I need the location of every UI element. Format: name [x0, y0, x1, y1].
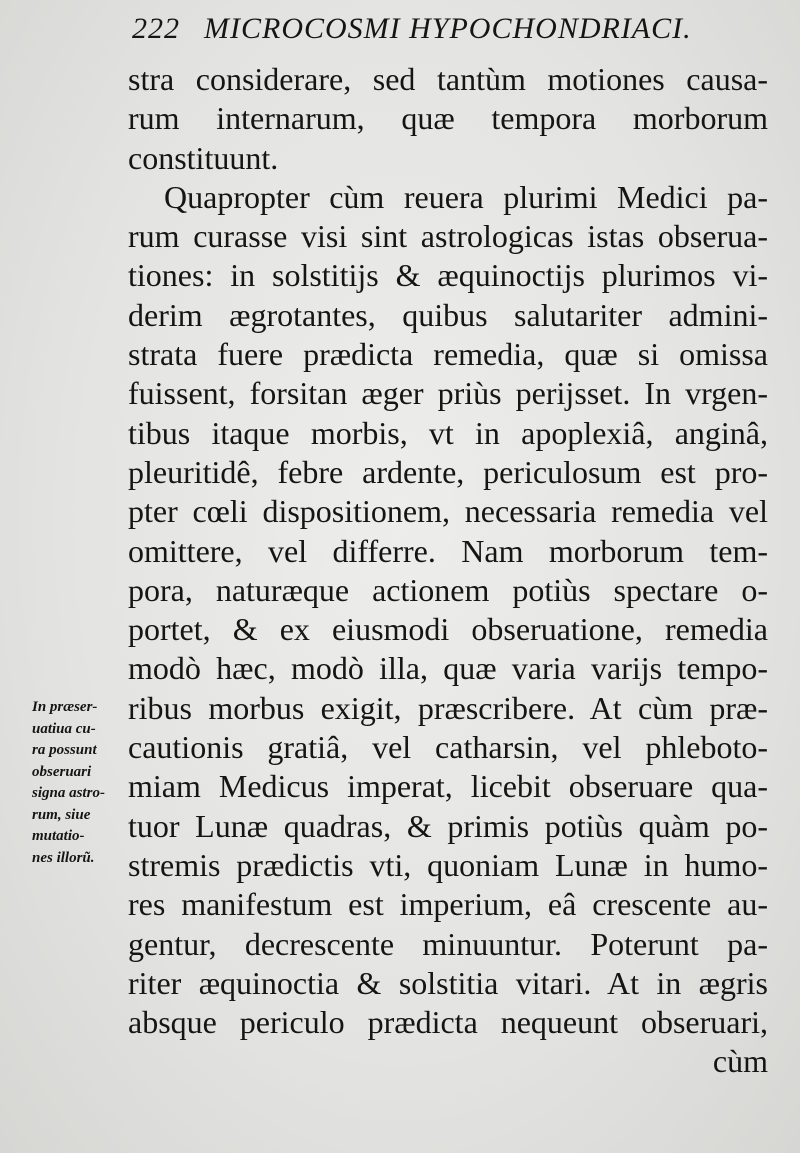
text-line: rum internarum, quæ tempora morborum — [128, 100, 768, 137]
page-number: 222 — [132, 12, 180, 45]
text-line: gentur, decrescente minuuntur. Poterunt pa- — [128, 925, 768, 962]
catchword: cùm — [712, 1043, 768, 1080]
body-text — [128, 60, 768, 1082]
page-header — [132, 10, 772, 50]
text-line: tibus itaque morbis, vt in apoplexiâ, anginâ, — [128, 414, 768, 451]
text-line: fuissent, forsitan æger priùs perijsset. In vrgen- — [128, 375, 768, 412]
margin-note — [32, 697, 128, 869]
text-line: portet, & ex eiusmodi obseruatione, remedia — [128, 611, 768, 648]
text-line: rum curasse visi sint astrologicas istas obserua- — [128, 218, 768, 255]
text-line: pleuritidê, febre ardente, periculosum est pro- — [128, 453, 768, 490]
text-line: modò hæc, modò illa, quæ varia varijs tempo- — [128, 650, 768, 687]
text-line: tiones: in solstitijs & æquinoctijs plurimos vi- — [128, 257, 768, 294]
text-line: stremis prædictis vti, quoniam Lunæ in humo- — [128, 846, 768, 883]
margin-note-line: mutatio- — [32, 828, 85, 844]
text-line: res manifestum est imperium, eâ crescente au- — [128, 886, 768, 923]
margin-note-line: In præser- — [32, 699, 98, 715]
text-line: riter æquinoctia & solstitia vitari. At in ægris — [128, 964, 768, 1001]
text-line: constituunt. — [128, 139, 279, 176]
text-line: pora, naturæque actionem potiùs spectare o- — [128, 571, 768, 608]
paragraph-start-line: Quapropter cùm reuera plurimi Medici pa- — [164, 178, 768, 215]
margin-note-line: uatiua cu- — [32, 720, 96, 737]
text-line: stra considerare, sed tantùm motiones causa- — [128, 61, 768, 97]
running-title: MICROCOSMI HYPOCHONDRIACI. — [204, 12, 692, 45]
text-line: derim ægrotantes, quibus salutariter admini- — [128, 296, 768, 333]
margin-note-line: signa astro- — [32, 785, 105, 801]
text-line: tuor Lunæ quadras, & primis potiùs quàm po- — [128, 807, 768, 844]
text-line: omittere, vel differre. Nam morborum tem- — [128, 532, 768, 569]
text-line: strata fuere prædicta remedia, quæ si omissa — [128, 336, 768, 373]
margin-note-line: obseruari — [32, 763, 92, 780]
text-line: pter cœli dispositionem, necessaria remedia vel — [128, 493, 768, 530]
margin-note-line: nes illorũ. — [32, 849, 95, 866]
margin-note-line: ra possunt — [32, 742, 97, 758]
text-line: ribus morbus exigit, præscribere. At cùm præ- — [128, 689, 768, 726]
text-line: absque periculo prædicta nequeunt obseruari, — [128, 1004, 768, 1041]
margin-note-line: rum, siue — [32, 806, 91, 823]
text-line: cautionis gratiâ, vel catharsin, vel phleboto- — [128, 729, 768, 766]
text-line: miam Medicus imperat, licebit obseruare qua- — [128, 768, 768, 805]
